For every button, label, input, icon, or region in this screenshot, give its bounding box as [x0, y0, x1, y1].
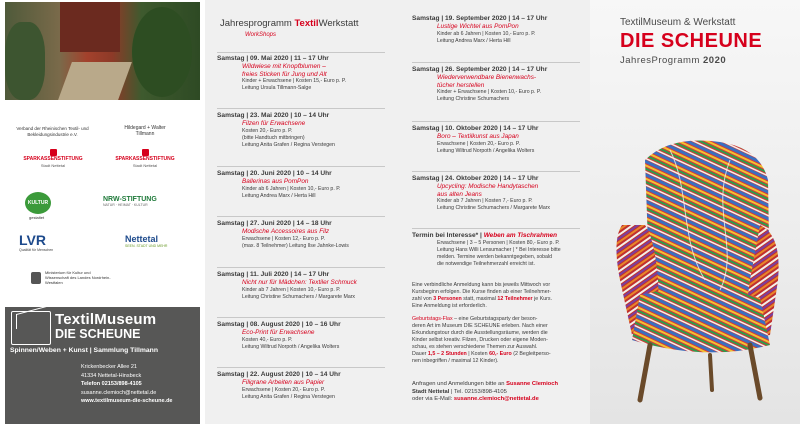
contact-email-link[interactable]: susanne.clemioch@nettetal.de	[453, 396, 539, 402]
event-item: Samstag | 22. August 2020 | 10 – 14 Uhr Filigrane Arbeiten aus Papier Erwachsene | Kosten 20,- Euro p. P. Leitung Anita Grafen / Regina Verstegen	[217, 371, 341, 400]
cover-title-2: DIE SCHEUNE	[620, 30, 763, 52]
event-item-termin: Termin bei Interesse* | Weben am Tischrahmen Erwachsene | 3 – 5 Personen | Kosten 80,- Euro p. P. Leitung Hans Willi Lensumacher | * Bei Interesse bitte melden. Termine werden bekanntgegeben, sobald die notwendige Teilnehmerzahl erreicht ist.	[412, 232, 561, 267]
cover-title-3: JahresProgramm 2020	[620, 55, 727, 66]
logo-nrw-stiftung: NRW-STIFTUNG NATUR · HEIMAT · KULTUR	[103, 196, 157, 207]
logo-kultur: KULTUR	[25, 192, 51, 214]
event-item: Samstag | 20. Juni 2020 | 10 – 14 Uhr Ballerinas aus PomPon Kinder ab 6 Jahren | Kosten 10,- Euro p. P. Leitung Andrea Marx / Herta Hill	[217, 170, 341, 199]
event-item: Samstag | 27. Juni 2020 | 14 – 18 Uhr Modische Accessoires aus Filz Erwachsene | Kosten 12,- Euro p. P. (max. 8 Teilnehmer) Leitung Ilse Jahnke-Lowis	[217, 220, 349, 249]
sparkasse-icon	[50, 149, 57, 156]
logo-lvr: LVR Qualität für Menschen	[19, 232, 54, 252]
scheune-title: DIE SCHEUNE	[55, 327, 141, 341]
panel-program-1	[205, 0, 398, 424]
registration-note: Eine verbindliche Anmeldung kann bis jeweils Mittwoch vor Kursbeginn erfolgen. Die Kurse finden ab einer Teilnehmer- zahl von 3 Personen statt, maximal 12 Teilnehmer je Kurs. Eine Anmeldung ist erforderlich.	[412, 282, 553, 309]
museum-info-box	[5, 307, 200, 424]
event-item: Samstag | 23. Mai 2020 | 10 – 14 Uhr Filzen für Erwachsene Kosten 20,- Euro p. P. (bitte Handtuch mitbringen) Leitung Anita Grafen / Regina Verstegen	[217, 112, 335, 148]
event-item: Samstag | 26. September 2020 | 14 – 17 Uhr Wiederverwendbare Bienenwachs- tücher herstellen Kinder + Erwachsene | Kosten 10,- Euro p. P. Leitung Christine Schumachers	[412, 66, 548, 102]
museum-email[interactable]: susanne.clemioch@nettetal.de	[81, 389, 157, 396]
textile-armchair-illustration	[610, 130, 785, 410]
panel-sponsors	[0, 0, 205, 424]
museum-website[interactable]: www.textilmuseum-die-scheune.de	[81, 398, 173, 404]
sparkasse-icon	[142, 149, 149, 156]
event-item: Samstag | 19. September 2020 | 14 – 17 Uhr Lustige Wichtel aus PomPon Kinder ab 6 Jahren | Kosten 10,- Euro p. P. Leitung Andrea Marx / Herta Hill	[412, 15, 548, 44]
event-item: Samstag | 10. Oktober 2020 | 14 – 17 Uhr Boro – Textilkunst aus Japan Erwachsene | Kosten 20,- Euro p. P. Leitung Wiltrud Norpoth / Angelika Wolters	[412, 125, 539, 154]
museum-phone: Telefon 02153/898-4105	[81, 381, 142, 387]
event-item: Samstag | 11. Juli 2020 | 14 – 17 Uhr Nicht nur für Mädchen: Textiler Schmuck Kinder ab 7 Jahren | Kosten 10,- Euro p. P. Leitung Christine Schumachers / Margarete Marx	[217, 271, 357, 300]
cover-title-1: TextilMuseum & Werkstatt	[620, 17, 736, 28]
panel-program-2	[398, 0, 590, 424]
building-icon	[11, 311, 51, 345]
museum-address: Krickenbecker Allee 21 41334 Nettetal-Hinsbeck Telefon 02153/898-4105 susanne.clemioch@nettetal.de www.textilmuseum-die-scheune.de	[81, 364, 173, 404]
contact-note: Anfragen und Anmeldungen bitte an Susanne Clemioch Stadt Nettetal | Tel. 02153/898-4105 oder via E-Mail: susanne.clemioch@nettetal.de	[412, 381, 558, 402]
museum-title: TextilMuseum	[55, 311, 157, 328]
nrw-eagle-icon	[31, 272, 41, 284]
panel-cover	[590, 0, 800, 424]
program-heading: Jahresprogramm TextilWerkstatt	[220, 18, 359, 29]
event-item: Samstag | 08. August 2020 | 10 – 16 Uhr Eco-Print für Erwachsene Kosten 40,- Euro p. P. Leitung Wiltrud Norpoth / Angelika Wolters	[217, 321, 341, 350]
birthday-note: Geburtstags-Flax – eine Geburtstagsparty der beson- deren Art im Museum DIE SCHEUNE erleben. Nach einer Erkundungstour durch die Ausstellungsräume, werden die Kinder selbst kreativ. Filzen, Drucken oder eigene Moden- schau, es stehen verschiedene Themen zur Auswahl. Dauer 1,5 – 2 Stunden | Kosten 60,- Euro (2 Begleitperso- nen inbegriffen / maximal 12 Kinder).	[412, 316, 551, 364]
event-item: Samstag | 09. Mai 2020 | 11 – 17 Uhr Wildwiese mit Knopfblumen – freies Sticken für Jung und Alt Kinder + Erwachsene | Kosten 15,- Euro p. P. Leitung Ursula Tillmann-Salge	[217, 55, 347, 91]
program-subheading: WorkShops	[245, 32, 277, 38]
logo-sparkasse-1: SPARKASSENSTIFTUNG Stadt Nettetal	[13, 149, 93, 168]
logo-nettetal: Nettetal SEEN. STADT UND MEHR	[125, 234, 168, 248]
logo-verband: Verband der Rheinischen Textil- und Bekleidungsindustrie e.V.	[16, 126, 89, 137]
logo-ministerium: Ministerium für Kultur und Wissenschaft des Landes Nordrhein-Westfalen	[45, 270, 111, 285]
museum-photo	[5, 2, 200, 100]
logo-kultur-sub: gestaltet	[29, 215, 45, 220]
logo-hildegard: Hildegard + Walter Tillmann	[124, 125, 166, 137]
sponsor-logos	[5, 104, 200, 306]
event-item: Samstag | 24. Oktober 2020 | 14 – 17 Uhr Upcycling: Modische Handytaschen aus alten Jeans Kinder ab 7 Jahren | Kosten 7,- Euro p. P. Leitung Christine Schumachers / Margarete Marx	[412, 175, 551, 211]
museum-subtitle: Spinnen/Weben + Kunst | Sammlung Tillmann	[10, 347, 158, 354]
logo-sparkasse-2: SPARKASSENSTIFTUNG Stadt Nettetal	[105, 149, 185, 168]
